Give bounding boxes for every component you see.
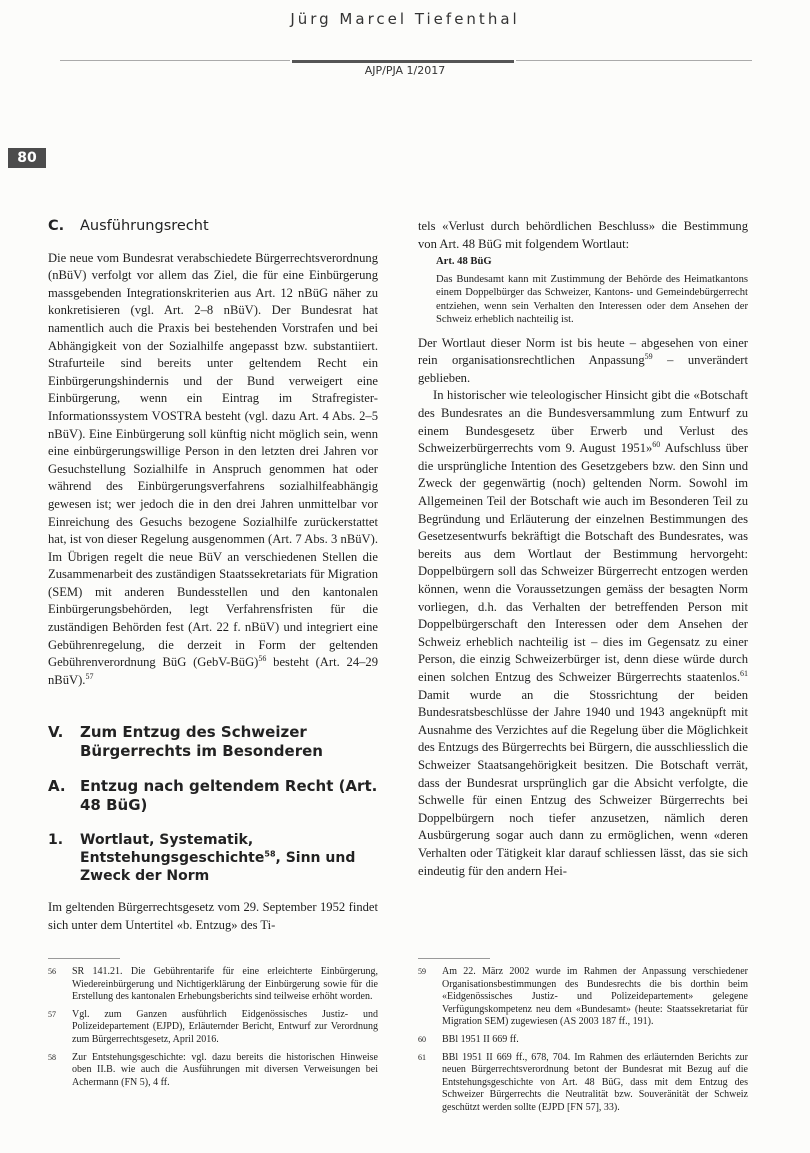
section-c-letter: C. <box>48 218 65 234</box>
footnote-number: 61 <box>418 1052 426 1062</box>
footnote <box>418 1052 748 1115</box>
footnote-ref[interactable]: 59 <box>644 352 653 362</box>
section-a-title: Entzug nach geltendem Recht (Art. 48 BüG) <box>80 777 378 815</box>
section-1-title <box>80 831 378 885</box>
footnote-text: BBl 1951 II 669 ff. <box>442 1033 519 1045</box>
paragraph-historisch <box>418 387 748 880</box>
paragraph-text: besteht (Art. 24–29 nBüV). <box>48 655 379 687</box>
paragraph-text: Damit wurde an die Stossrichtung der beiden Bundesratsbeschlüsse der Jahre 1940 und 1943 angeknüpft mit Ausnahme des Verzichtes auf die Regelung über die Möglichkeit des Entzugs des Bürgerrechts bei Bürgern, die ausschliesslich die Schweizer Staatsangehörigkeit besitzen. Die Botschaft verrät, dass der Bundesrat ursprünglich gar die Absicht verfolgte, die Schwelle für einen Entzug des Schweizer Bürgerrechts bei Doppelbürgern noch tiefer anzusetzen, nämlich deren Ausbürgerung sogar auch dann zu ermöglichen, wenn «deren Verhalten oder Tätigkeit klar darauf schliessen lässt, das sie sich eindeutig für den andern Hei- <box>418 687 748 878</box>
footnote <box>418 966 748 1029</box>
footnote-text: Am 22. März 2002 wurde im Rahmen der Anpassung verschiedener Organisationsbestimmungen des Bundesrechts die bis dorthin beim «Eidgenössisches Justiz- und Polizeidepartement» gelegene Verfügungskompetenz neu dem «Bundesamt» (heute: Staatssekretariat für Migration SEM) zugewiesen (AS 2003 187 ff., 191). <box>442 966 748 1028</box>
paragraph-buergerrechtsgesetz: Im geltenden Bürgerrechtsgesetz vom 29. September 1952 findet sich unter dem Untertitel «b. Entzug» des Ti- <box>48 900 378 933</box>
header-rule-center <box>292 60 514 63</box>
section-a-letter: A. <box>48 777 66 796</box>
statute-quote-text: Das Bundesamt kann mit Zustimmung der Behörde des Heimatkantons einem Doppelbürger das Schweizer, Kantons- und Gemeindebürgerrecht entziehen, wenn sein Verhalten den Interessen oder dem Ansehen der Schweiz erheblich nachteilig ist. <box>436 273 748 326</box>
footnote-rule-left <box>48 958 120 959</box>
header-rule-right <box>516 60 752 61</box>
footnote-ref[interactable]: 57 <box>85 671 94 681</box>
footnote <box>48 966 378 1004</box>
left-column <box>48 218 378 935</box>
paragraph-text: Die neue vom Bundesrat verabschiedete Bürgerrechtsverordnung (nBüV) verfolgt vor allem das Ziel, die für eine Einbürgerung massgebenden Integrationskriterien aus Art. 12 nBüG näher zu konkretisieren (vgl. Art. 2–8 nBüV). Der Bundesrat hat namentlich auch die Praxis bei bestehenden Vorstrafen und bei Abhängigkeit von der Sozialhilfe angepasst bzw. substantiiert. Strafurteile sind bereits unter geltendem Recht ein Einbürgerungshindernis und der Bund verweigert eine Einbürgerung, wenn ein Eintrag im Strafregister-Informationssystem VOSTRA besteht (vgl. dazu Art. 4 Abs. 2–5 nBüV). Eine Einbürgerung soll künftig nicht möglich sein, wenn eine einbürgerungswillige Person in den letzten drei Jahren vor Gesuchstellung Sozialhilfe in Anspruch genommen hat oder während des Einbürgerungsverfahrens sozialhilfeabhängig gewesen ist; wer jedoch die in den drei Jahren unmittelbar vor Einreichung des Gesuchs bezogene Sozialhilfe zurückerstattet hat, ist von dieser Regelung ausgenommen (Art. 7 Abs. 3 nBüV). Im Übrigen regelt die neue BüV an verschiedenen Stellen die Zusammenarbeit des zuständigen Staatssekretariats für Migration (SEM) mit anderen Bundesstellen und den kantonalen Einbürgerungsbehörden, legt Verfahrensfristen für die zuständigen Behörden fest (Art. 22 f. nBüV) und integriert eine Gebührenregelung, die derzeit in Form der geltenden Gebührenverordnung BüG (GebV-BüG) <box>48 250 378 670</box>
section-v-number: V. <box>48 723 64 742</box>
footnote-text: SR 141.21. Die Gebührentarife für eine erleichterte Einbürgerung, Wiedereinbürgerung und Nichtigerklärung der Einbürgerung sowie für die Erstellung des kantonalen Erhebungsberichts sind teilweise erhöht worden. <box>72 966 378 1003</box>
footnotes-right <box>418 966 748 1120</box>
header-rule-left <box>60 60 290 61</box>
footnote-text: BBl 1951 II 669 ff., 678, 704. Im Rahmen des erläuternden Berichts zur neuen Bürgerrechtsverordnung betont der Bundesrat mit Bezug auf die Entstehungsgeschichte von Art. 48 BüG, dass mit dem Entzug des Schweizer Bürgerrechts die Neutralität bzw. Souveränität der Schweiz geschützt werden sollte (EJPD [FN 57], 33). <box>442 1051 748 1113</box>
footnote-rule-right <box>418 958 490 959</box>
footnote-ref[interactable]: 56 <box>258 654 267 664</box>
footnote-number: 58 <box>48 1052 56 1062</box>
paragraph-text: In historischer wie teleologischer Hinsicht gibt die «Botschaft des Bundesrates an die Bundesversammlung zum Entwurf zu einem Bundesgesetz über Erwerb und Verlust des Schweizerbürgerrechts vom 9. August 1951» <box>418 388 748 456</box>
section-a-heading <box>48 777 378 815</box>
footnote-ref[interactable]: 58 <box>264 849 276 859</box>
paragraph-ausfuehrungsrecht <box>48 250 378 690</box>
footnote-number: 60 <box>418 1034 426 1044</box>
running-header-author: Jürg Marcel Tiefenthal <box>290 10 520 28</box>
footnote-number: 57 <box>48 1009 56 1019</box>
footnote-ref[interactable]: 61 <box>740 668 748 678</box>
heading-text: Wortlaut, Systematik, Entstehungsgeschichte <box>80 832 265 867</box>
heading-text: , Sinn und Zweck der Norm <box>80 850 356 885</box>
running-header-journal: AJP/PJA 1/2017 <box>364 64 446 77</box>
footnote-ref[interactable]: 60 <box>652 440 661 450</box>
footnotes-left <box>48 966 378 1094</box>
page-number: 80 <box>8 148 46 168</box>
section-v-heading <box>48 723 378 761</box>
statute-quote-title: Art. 48 BüG <box>436 256 492 268</box>
footnote-text: Vgl. zum Ganzen ausführlich Eidgenössisches Justiz- und Polizeidepartement (EJPD), Erläuternder Bericht, Entwurf zur Verordnung zum Bürgerrechtsgesetz, April 2016. <box>72 1008 378 1045</box>
right-column <box>418 218 748 880</box>
section-1-number: 1. <box>48 832 64 849</box>
statute-quote <box>436 255 748 327</box>
section-v-title: Zum Entzug des Schweizer Bürgerrechts im Besonderen <box>80 723 323 761</box>
footnote <box>418 1034 748 1047</box>
paragraph-continuation: tels «Verlust durch behördlichen Beschluss» die Bestimmung von Art. 48 BüG mit folgendem Wortlaut: <box>418 219 748 251</box>
footnote <box>48 1052 378 1090</box>
paragraph-text: Der Wortlaut dieser Norm ist bis heute – abgesehen von einer rein organisationsrechtlichen Anpassung <box>418 335 748 368</box>
paragraph-text: Aufschluss über die ursprüngliche Intention des Gesetzgebers bzw. den Sinn und Zweck der gegenwärtig (noch) geltenden Norm. Sowohl im Allgemeinen Teil der Botschaft wie auch im Besonderen Teil zu Begründung und Erläuterung der einzelnen Bestimmungen des Gesetzesentwurfs bekräftigt die Botschaft des Bundesrates, was bereits aus dem Wortlaut der Bestimmung hervorgeht: Doppelbürgern soll das Schweizer Bürgerrecht entzogen werden können, wenn die Voraussetzungen gemäss der besagten Norm vorliegen, d.h. das Verhalten der betreffenden Person mit Doppelbürgerschaft den Interessen oder dem Ansehen der Schweiz erheblich nachteilig ist – dies im Gegensatz zu einer Person, die einzig Schweizerbürger ist, denn diese würde durch einen solchen Entzug des Schweizer Bürgerrechts staatenlos. <box>418 441 749 684</box>
footnote-text: Zur Entstehungsgeschichte: vgl. dazu bereits die historischen Hinweise oben II.B. wie auch die Ausführungen mit diversen Verweisungen bei Achermann (FN 5), 4 ff. <box>72 1051 378 1088</box>
section-c-title: Ausführungsrecht <box>80 218 209 234</box>
paragraph-text: – unverändert geblieben. <box>418 353 748 385</box>
footnote <box>48 1009 378 1047</box>
section-c-heading <box>48 218 378 236</box>
paragraph-wortlaut <box>418 335 748 388</box>
section-1-heading <box>48 831 378 885</box>
footnote-number: 56 <box>48 967 56 976</box>
footnote-number: 59 <box>418 967 426 976</box>
